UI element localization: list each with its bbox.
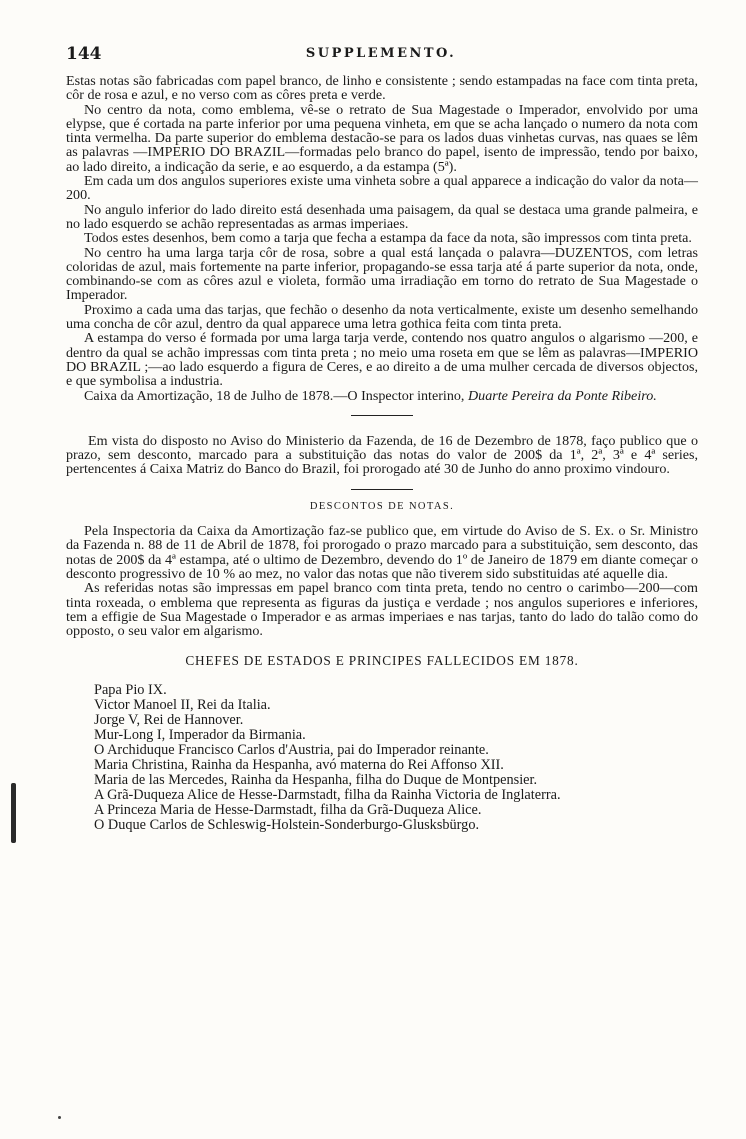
list-item: Papa Pio IX. — [94, 681, 167, 698]
page-body — [66, 74, 698, 833]
list-item: Victor Manoel II, Rei da Italia. — [94, 696, 271, 713]
paragraph: Em cada um dos angulos superiores existe uma vinheta sobre a qual apparece a indicação do valor da nota—200. — [66, 173, 698, 204]
section-divider — [351, 489, 413, 490]
section-heading: DESCONTOS DE NOTAS. — [309, 500, 455, 512]
names-list — [94, 683, 698, 833]
list-item: A Grã-Duqueza Alice de Hesse-Darmstadt, filha da Rainha Victoria de Inglaterra. — [94, 786, 561, 803]
paragraph: Proximo a cada uma das tarjas, que fechão o desenho da nota verticalmente, existe um desenho semelhando uma concha de côr azul, dentro da qual apparece uma letra gothica feita com tinta preta. — [66, 301, 698, 333]
paragraph: As referidas notas são impressas em papel branco com tinta preta, tendo no centro o carimbo—200—com tinta roxeada, o emblema que representa as figuras da justiça e verdade ; nos angulos superiores e inferiores, tem a effigie de Sua Magestade o Imperador e as armas imperiaes e nas tarjas, tanto do lado do talão como do opposto, o seu valor em algarismo. — [66, 580, 698, 640]
signature-line — [66, 389, 698, 403]
list-item: Maria de las Mercedes, Rainha da Hespanha, filha do Duque de Montpensier. — [94, 771, 538, 788]
margin-ink-mark — [11, 783, 16, 843]
paragraph: Todos estes desenhos, bem como a tarja que fecha a estampa da face da nota, são impressos com tinta preta. — [84, 230, 692, 247]
paragraph: A estampa do verso é formada por uma larga tarja verde, contendo nos quatro angulos o algarismo —200, e dentro da qual se achão impressas com tinta preta ; no meio uma roseta em que se lêm as palavras—IMPERIO DO BRAZIL ;—ao lado esquerdo a figura de Ceres, e ao direito a de uma mulher cercada de diversos objectos, e que symbolisa a industria. — [66, 330, 698, 390]
list-item: O Duque Carlos de Schleswig-Holstein-Sonderburgo-Glusksbürgo. — [94, 816, 480, 833]
ink-speck — [58, 1116, 61, 1119]
running-title: SUPPLEMENTO. — [305, 46, 457, 61]
list-item: Mur-Long I, Imperador da Birmania. — [94, 726, 306, 743]
list-item: Maria Christina, Rainha da Hespanha, avó materna do Rei Affonso XII. — [94, 756, 504, 773]
list-item: O Archiduque Francisco Carlos d'Austria, pai do Imperador reinante. — [94, 741, 489, 758]
paragraph: Em vista do disposto no Aviso do Ministerio da Fazenda, de 16 de Dezembro de 1878, faço publico que o prazo, sem desconto, marcado para a substituição das notas do valor de 200$ da 1ª, 2ª, 3ª e 4ª series, pertencentes á Caixa Matriz do Banco do Brazil, foi prorogado até 30 de Junho do anno proximo vindouro. — [66, 432, 698, 478]
paragraph: Estas notas são fabricadas com papel branco, de linho e consistente ; sendo estampadas na face com tinta preta, côr de rosa e azul, e no verso com as côres preta e verde. — [66, 73, 698, 104]
paragraph: Pela Inspectoria da Caixa da Amortização faz-se publico que, em virtude do Aviso de S. Ex. o Sr. Ministro da Fazenda n. 88 de 11 de Abril de 1878, foi prorogado o prazo marcado para a substituição, sem desconto, das notas de 200$ da 4ª estampa, até o ultimo de Dezembro, devendo do 1º de Janeiro de 1879 em diante começar o desconto progressivo de 10 % ao mez, no valor das notas que não tiverem sido substituidas até aquelle dia. — [66, 523, 698, 582]
page-header — [66, 44, 696, 66]
page-number: 144 — [66, 44, 102, 64]
paragraph: No angulo inferior do lado direito está desenhada uma paisagem, da qual se destaca uma grande palmeira, e no lado esquerdo se achão representadas as armas imperiaes. — [66, 201, 698, 232]
list-item: Jorge V, Rei de Hannover. — [94, 711, 244, 728]
section-heading: CHEFES DE ESTADOS E PRINCIPES FALLECIDOS EM 1878. — [185, 653, 579, 669]
signature-text: Caixa da Amortização, 18 de Julho de 1878.—O Inspector interino, — [84, 387, 468, 404]
paragraph: No centro da nota, como emblema, vê-se o retrato de Sua Magestade o Imperador, envolvido por uma elypse, que é cortada na parte inferior por uma pequena vinheta, em que se acha lançado o numero da nota com tinta vermelha. Da parte superior do emblema destacão-se para os lados duas vinhetas curvas, nas quaes se lêm as palavras —IMPERIO DO BRAZIL—formadas pelo branco do papel, isento de impressão, tendo por baixo, ao lado direito, a indicação da serie, e ao esquerdo, a da estampa (5ª). — [66, 101, 698, 175]
paragraph: No centro ha uma larga tarja côr de rosa, sobre a qual está lançada o palavra—DUZENTOS, com letras coloridas de azul, mais fortemente na parte inferior, propagando-se essa tarja até á parte superior da nota, onde, combinando-se com as côres azul e violeta, formão uma irradiação em torno do retrato de Sua Magestade o Imperador. — [66, 244, 698, 304]
list-item: A Princeza Maria de Hesse-Darmstadt, filha da Grã-Duqueza Alice. — [94, 801, 482, 818]
section-divider — [351, 415, 413, 416]
signature-name: Duarte Pereira da Ponte Ribeiro. — [467, 387, 657, 404]
